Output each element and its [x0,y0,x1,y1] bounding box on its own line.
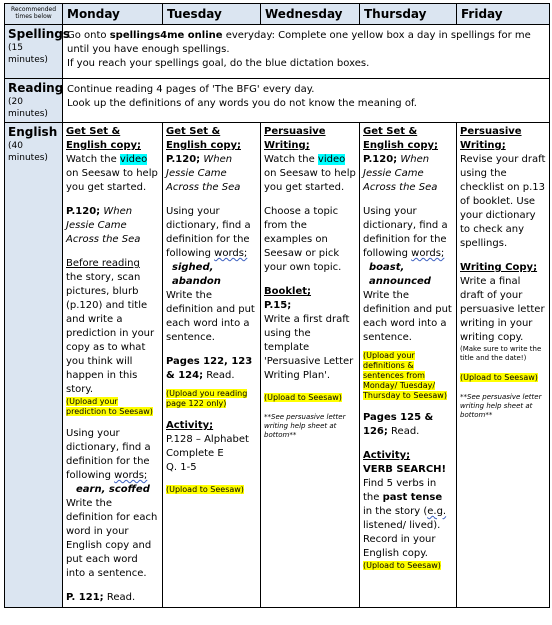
monday-title: Get Set & English copy; [66,126,141,151]
spellings-site: spellings4me online [109,30,223,41]
tuesday-word-list: sighed, abandon [172,262,221,287]
spellings-header [5,25,70,79]
thursday-upload-2: (Upload to Seesaw) [363,561,441,570]
day-wednesday: Wednesday [261,4,360,25]
english-thursday [360,123,457,608]
monday-prediction: Before reading the story, scan pictures, blurb (p.120) and title and write a prediction in your copy as to what you think will happen in this story. [66,258,155,395]
wednesday-watch: Watch the video on Seesaw to help you get started. [264,154,356,193]
reading-header [5,79,63,123]
thursday-title: Get Set & English copy; [363,126,438,151]
thursday-verb: VERB SEARCH! [363,464,447,475]
english-friday [457,123,550,608]
spellings-time: (15 minutes) [8,43,48,65]
friday-revise: Revise your draft using the checklist on p.13 of booklet. Use your dictionary to check any spellings. [460,154,546,249]
monday-video-link[interactable]: video [119,154,148,165]
thursday-page: P.120; When Jessie Came Across the Sea [363,154,438,193]
recommended-times-label: Recommended times below [5,4,63,25]
friday-final: Write a final draft of your persuasive letter writing in your writing copy. [460,276,545,343]
wednesday-video-link[interactable]: video [317,154,346,165]
thursday-activity: Activity; [363,450,411,461]
tuesday-activity: Activity; [166,420,214,431]
english-tuesday [163,123,261,608]
wednesday-draft: Write a first draft using the template 'Persuasive Letter Writing Plan'. [264,314,354,381]
monday-p121: P. 121; Read. [66,592,136,603]
reading-line-2: Look up the definitions of any words you do not know the meaning of. [67,98,417,109]
reading-line-1: Continue reading 4 pages of 'The BFG' every day. [67,84,315,95]
english-header [5,123,63,608]
spellings-line-2: If you reach your spellings goal, do the blue dictation boxes. [67,58,370,69]
reading-label: Reading [8,81,64,95]
thursday-upload-1: (Upload your definitions & sentences from Monday/ Tuesday/ Thursday to Seesaw) [363,351,447,400]
header-row [5,4,550,25]
friday-make-sure: (Make sure to write the title and the date!) [460,345,542,362]
wednesday-p15: P.15; [264,300,292,311]
monday-dictionary: Using your dictionary, find a definition for the following words; [66,428,151,481]
thursday-word-list: boast, announced [369,262,431,287]
wednesday-booklet: Booklet; [264,286,312,297]
tuesday-pages: Pages 122, 123 & 124; Read. [166,356,253,381]
tuesday-q: Q. 1-5 [166,462,197,473]
tuesday-dict-post: Write the definition and put each word into a sentence. [166,290,255,343]
wednesday-upload: (Upload to Seesaw) [264,393,342,402]
thursday-find: Find 5 verbs in the past tense in the story (e.g. listened/ lived). Record in your English copy. [363,478,447,559]
day-thursday: Thursday [360,4,457,25]
monday-page: P.120; When Jessie Came Across the Sea [66,206,141,245]
spellings-content [63,25,550,79]
tuesday-upload-1: (Upload you reading page 122 only) [166,389,248,408]
reading-time: (20 minutes) [8,97,48,119]
english-time: (40 minutes) [8,141,48,163]
tuesday-dictionary: Using your dictionary, find a definition for the following words; [166,206,251,259]
friday-copy-title: Writing Copy; [460,262,538,273]
friday-note: **See persuasive letter writing help sheet at bottom** [460,393,542,419]
reading-row [5,79,550,123]
thursday-dictionary: Using your dictionary, find a definition for the following words; [363,206,448,259]
friday-upload: (Upload to Seesaw) [460,373,538,382]
monday-dict-post: Write the definition for each word in your English copy and put each word into a sentence. [66,498,158,579]
monday-upload-1: (Upload your prediction to Seesaw) [66,397,153,416]
tuesday-complete: Complete E [166,448,224,459]
spellings-row [5,25,550,79]
english-wednesday [261,123,360,608]
schedule-table [4,3,550,608]
english-label: English [8,125,58,139]
english-monday [63,123,163,608]
friday-title: Persuasive Writing; [460,126,522,151]
tuesday-title: Get Set & English copy; [166,126,241,151]
wednesday-choose: Choose a topic from the examples on Seesaw or pick your own topic. [264,206,342,273]
tuesday-upload-2: (Upload to Seesaw) [166,485,244,494]
english-row [5,123,550,608]
wednesday-title: Persuasive Writing; [264,126,326,151]
day-tuesday: Tuesday [163,4,261,25]
spellings-label: Spellings [8,27,70,41]
thursday-pages: Pages 125 & 126; Read. [363,412,434,437]
wednesday-note: **See persuasive letter writing help sheet at bottom** [264,413,346,439]
reading-content [63,79,550,123]
monday-word-list: earn, scoffed [76,484,150,495]
thursday-dict-post: Write the definition and put each word into a sentence. [363,290,452,343]
monday-watch: Watch the video on Seesaw to help you get started. [66,154,158,193]
day-monday: Monday [63,4,163,25]
spellings-line-1: Go onto spellings4me online everyday: Complete one yellow box a day in spellings for me until you have enough spellings. [67,30,531,55]
tuesday-page: P.120; When Jessie Came Across the Sea [166,154,241,193]
tuesday-p128: P.128 – Alphabet [166,434,249,445]
day-friday: Friday [457,4,550,25]
